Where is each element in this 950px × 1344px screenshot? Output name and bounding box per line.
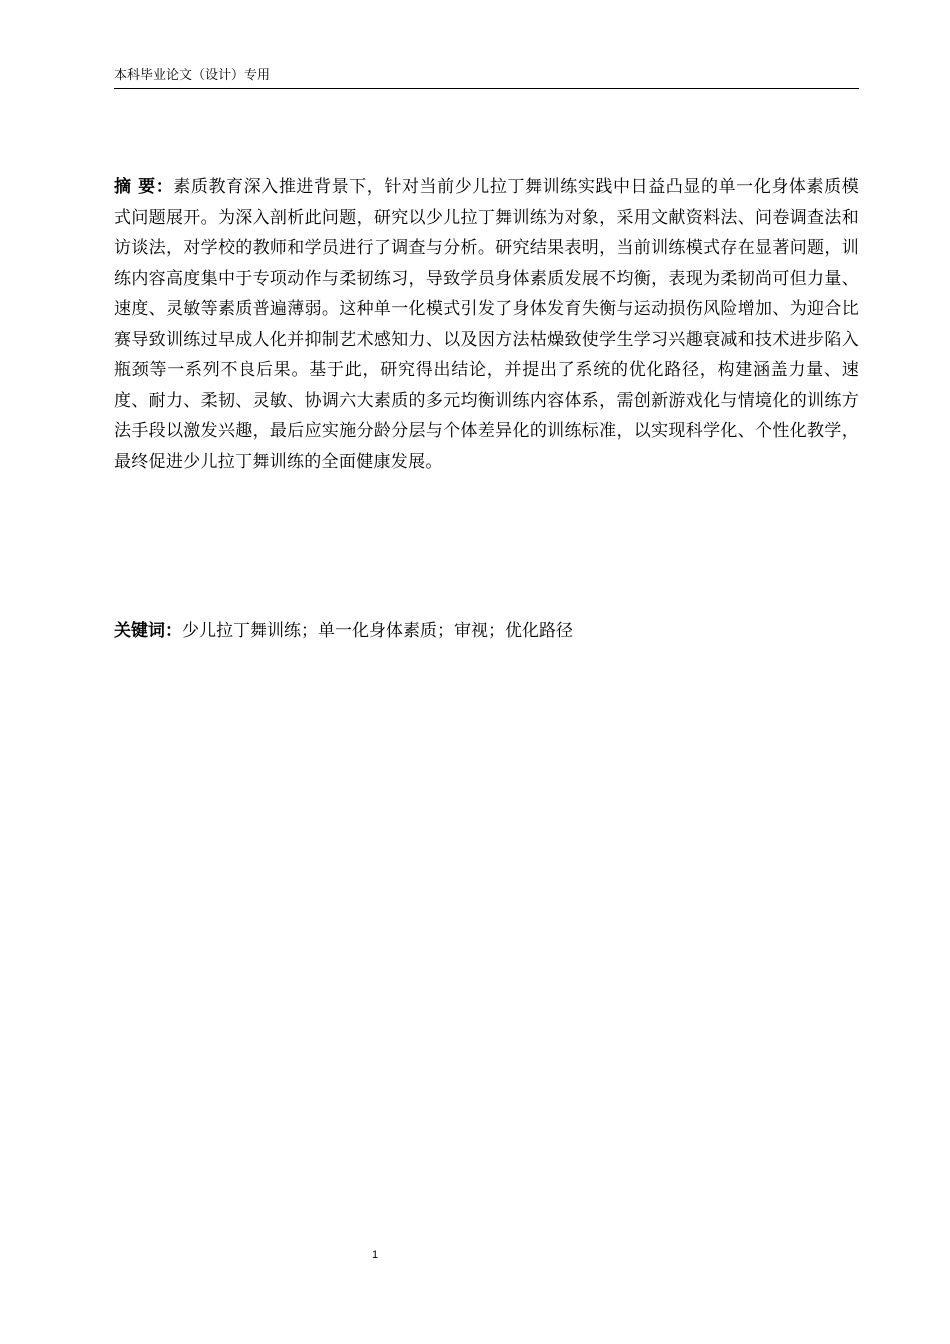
abstract-text: 素质教育深入推进背景下，针对当前少儿拉丁舞训练实践中日益凸显的单一化身体素质模式问题展开。为深入剖析此问题，研究以少儿拉丁舞训练为对象，采用文献资料法、问卷调查法和访谈法，对学校的教师和学员进行了调查与分析。研究结果表明，当前训练模式存在显著问题，训练内容高度集中于专项动作与柔韧练习，导致学员身体素质发展不均衡，表现为柔韧尚可但力量、速度、灵敏等素质普遍薄弱。这种单一化模式引发了身体发育失衡与运动损伤风险增加、为迎合比赛导致训练过早成人化并抑制艺术感知力、以及因方法枯燥致使学生学习兴趣衰减和技术进步陷入瓶颈等一系列不良后果。基于此，研究得出结论，并提出了系统的优化路径，构建涵盖力量、速度、耐力、柔韧、灵敏、协调六大素质的多元均衡训练内容体系，需创新游戏化与情境化的训练方法手段以激发兴趣，最后应实施分龄分层与个体差异化的训练标准，以实现科学化、个性化教学，最终促进少儿拉丁舞训练的全面健康发展。 xyxy=(114,177,859,472)
page-header xyxy=(114,68,859,89)
page-number: 1 xyxy=(371,1249,379,1261)
abstract-label: 摘 要： xyxy=(114,177,174,197)
keywords-text: 少儿拉丁舞训练；单一化身体素质；审视；优化路径 xyxy=(182,621,573,641)
keywords-label: 关键词： xyxy=(114,621,182,641)
keywords-paragraph xyxy=(114,616,859,646)
header-title: 本科毕业论文（设计）专用 xyxy=(114,68,271,83)
abstract-paragraph xyxy=(114,172,859,477)
